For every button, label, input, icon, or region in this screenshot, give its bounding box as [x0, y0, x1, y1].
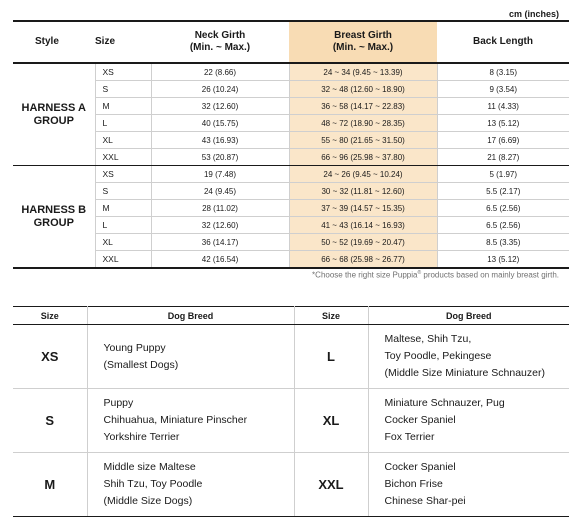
size-header: Size: [95, 21, 151, 63]
breast-girth-cell: 55 ~ 80 (21.65 ~ 31.50): [289, 132, 437, 149]
breed-line: Cocker Spaniel: [384, 414, 456, 426]
breed-size-cell: S: [13, 389, 87, 453]
group-label: [13, 166, 95, 269]
size-cell: XL: [95, 234, 151, 251]
neck-girth-cell: 40 (15.75): [151, 115, 289, 132]
size-cell: L: [95, 217, 151, 234]
breed-list-cell: [368, 325, 569, 389]
breed-list-cell: [368, 453, 569, 517]
breed-line: Chinese Shar-pei: [384, 495, 466, 507]
breed-line: Cocker Spaniel: [384, 461, 456, 473]
size-row: [13, 98, 569, 115]
breast-girth-cell: 37 ~ 39 (14.57 ~ 15.35): [289, 200, 437, 217]
size-chart-table: [13, 20, 569, 269]
breed-size-header-right: Size: [294, 307, 368, 325]
breast-girth-cell: 66 ~ 96 (25.98 ~ 37.80): [289, 149, 437, 166]
breast-girth-cell: 50 ~ 52 (19.69 ~ 20.47): [289, 234, 437, 251]
breed-list-cell: [87, 325, 294, 389]
size-cell: XXL: [95, 251, 151, 269]
breed-line: Toy Poodle, Pekingese: [384, 350, 492, 362]
group-label-line: HARNESS B: [21, 203, 87, 216]
back-length-cell: 8.5 (3.35): [437, 234, 569, 251]
group-label-line: HARNESS A: [21, 101, 86, 114]
size-row: [13, 183, 569, 200]
breast-girth-cell: 24 ~ 26 (9.45 ~ 10.24): [289, 166, 437, 183]
size-chart-header-row: [13, 21, 569, 63]
back-length-cell: 9 (3.54): [437, 81, 569, 98]
breed-row: [13, 389, 569, 453]
registered-mark: ®: [417, 270, 422, 276]
back-length-cell: 21 (8.27): [437, 149, 569, 166]
size-row: [13, 149, 569, 166]
breed-chart-table: [13, 306, 569, 517]
breed-row: [13, 453, 569, 517]
size-cell: M: [95, 200, 151, 217]
breed-line: Bichon Frise: [384, 478, 443, 490]
breed-size-cell: L: [294, 325, 368, 389]
size-cell: S: [95, 81, 151, 98]
style-header: Style: [13, 21, 95, 63]
breed-chart-header-row: [13, 307, 569, 325]
breed-line: Miniature Schnauzer, Pug: [384, 397, 505, 409]
breed-line: Maltese, Shih Tzu,: [384, 333, 472, 345]
breed-line: Fox Terrier: [384, 431, 435, 443]
unit-label: cm (inches): [508, 9, 559, 19]
breast-girth-cell: 36 ~ 58 (14.17 ~ 22.83): [289, 98, 437, 115]
size-row: [13, 251, 569, 269]
breed-row: [13, 325, 569, 389]
breed-size-cell: XXL: [294, 453, 368, 517]
breast-girth-cell: 41 ~ 43 (16.14 ~ 16.93): [289, 217, 437, 234]
size-note-text-end: products based on mainly breast girth.: [421, 270, 559, 280]
neck-girth-cell: 36 (14.17): [151, 234, 289, 251]
neck-girth-cell: 19 (7.48): [151, 166, 289, 183]
back-length-cell: 13 (5.12): [437, 251, 569, 269]
size-row: [13, 166, 569, 183]
breast-girth-cell: 24 ~ 34 (9.45 ~ 13.39): [289, 63, 437, 81]
back-length-cell: 11 (4.33): [437, 98, 569, 115]
neck-girth-header-title: Neck Girth: [194, 30, 246, 41]
breed-line: (Smallest Dogs): [103, 358, 179, 371]
breed-line: Chihuahua, Miniature Pinscher: [103, 414, 248, 426]
breed-line: (Middle Size Miniature Schnauzer): [384, 367, 545, 379]
back-length-cell: 13 (5.12): [437, 115, 569, 132]
breast-girth-cell: 66 ~ 68 (25.98 ~ 26.77): [289, 251, 437, 269]
size-cell: XXL: [95, 149, 151, 166]
neck-girth-header-range: (Min. ~ Max.): [189, 42, 251, 53]
breed-size-header-left: Size: [13, 307, 87, 325]
back-length-cell: 8 (3.15): [437, 63, 569, 81]
breast-girth-header-title: Breast Girth: [334, 30, 392, 41]
size-row: [13, 115, 569, 132]
breed-line: Puppy: [103, 397, 134, 409]
breed-size-cell: M: [13, 453, 87, 517]
breed-size-cell: XL: [294, 389, 368, 453]
neck-girth-cell: 28 (11.02): [151, 200, 289, 217]
breed-list-cell: [87, 453, 294, 517]
neck-girth-cell: 26 (10.24): [151, 81, 289, 98]
back-length-cell: 6.5 (2.56): [437, 200, 569, 217]
breast-girth-header-range: (Min. ~ Max.): [332, 42, 394, 53]
neck-girth-cell: 22 (8.66): [151, 63, 289, 81]
neck-girth-cell: 42 (16.54): [151, 251, 289, 269]
dog-breed-header-left: Dog Breed: [87, 307, 294, 325]
neck-girth-header: [151, 21, 289, 63]
size-cell: XS: [95, 166, 151, 183]
breast-girth-cell: 30 ~ 32 (11.81 ~ 12.60): [289, 183, 437, 200]
group-label: [13, 63, 95, 166]
breast-girth-cell: 32 ~ 48 (12.60 ~ 18.90): [289, 81, 437, 98]
group-label-line: GROUP: [33, 114, 74, 127]
breast-girth-cell: 48 ~ 72 (18.90 ~ 28.35): [289, 115, 437, 132]
back-length-cell: 5 (1.97): [437, 166, 569, 183]
size-cell: S: [95, 183, 151, 200]
size-row: [13, 132, 569, 149]
size-row: [13, 200, 569, 217]
breed-list-cell: [368, 389, 569, 453]
dog-breed-header-right: Dog Breed: [368, 307, 569, 325]
size-note: [312, 270, 559, 280]
breed-line: Middle size Maltese: [103, 461, 196, 473]
neck-girth-cell: 43 (16.93): [151, 132, 289, 149]
size-cell: XS: [95, 63, 151, 81]
size-chart-body: [13, 63, 569, 268]
breed-size-cell: XS: [13, 325, 87, 389]
size-row: [13, 217, 569, 234]
breed-line: Yorkshire Terrier: [103, 431, 180, 443]
back-length-cell: 6.5 (2.56): [437, 217, 569, 234]
size-cell: L: [95, 115, 151, 132]
neck-girth-cell: 53 (20.87): [151, 149, 289, 166]
group-label-line: GROUP: [33, 216, 74, 229]
size-row: [13, 63, 569, 81]
breast-girth-header: [289, 21, 437, 63]
back-length-cell: 17 (6.69): [437, 132, 569, 149]
breed-list-cell: [87, 389, 294, 453]
size-cell: XL: [95, 132, 151, 149]
back-length-cell: 5.5 (2.17): [437, 183, 569, 200]
breed-line: (Middle Size Dogs): [103, 495, 193, 507]
breed-line: Young Puppy: [103, 341, 166, 354]
breed-chart-body: [13, 325, 569, 517]
neck-girth-cell: 24 (9.45): [151, 183, 289, 200]
size-row: [13, 234, 569, 251]
neck-girth-cell: 32 (12.60): [151, 217, 289, 234]
size-cell: M: [95, 98, 151, 115]
breed-line: Shih Tzu, Toy Poodle: [103, 478, 203, 490]
neck-girth-cell: 32 (12.60): [151, 98, 289, 115]
size-row: [13, 81, 569, 98]
size-note-text: *Choose the right size Puppia: [312, 270, 418, 280]
back-length-header: Back Length: [437, 21, 569, 63]
